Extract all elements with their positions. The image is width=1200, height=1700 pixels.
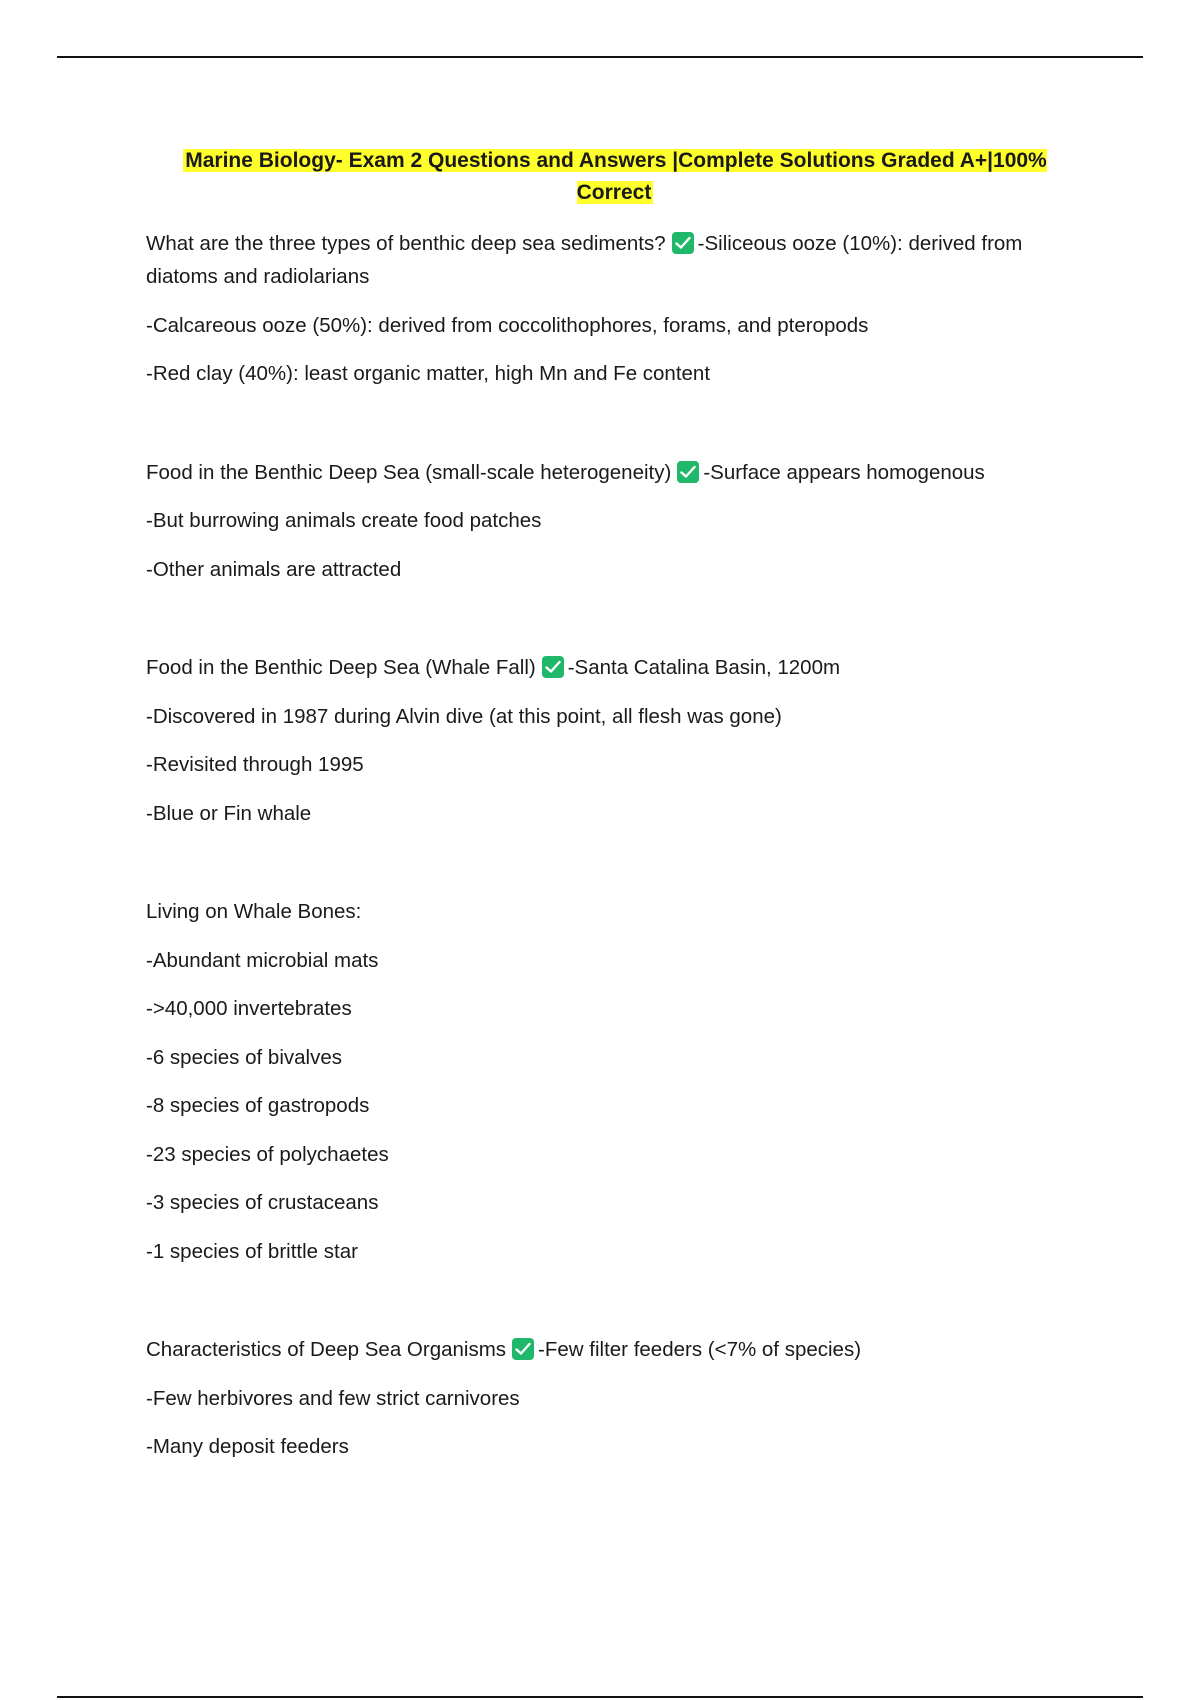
check-mark-icon — [542, 656, 564, 678]
answer-line: -Other animals are attracted — [146, 557, 402, 581]
answer-line: -3 species of crustaceans — [146, 1191, 379, 1214]
document-body — [146, 227, 1066, 1479]
qa-block — [146, 227, 1066, 390]
title-highlight: Marine Biology- Exam 2 Questions and Answers |Complete Solutions Graded A+|100% Correct — [185, 149, 1047, 204]
qa-question-line — [146, 227, 1066, 293]
check-mark-icon — [672, 232, 694, 254]
answer-text: -Santa Catalina Basin, 1200m — [567, 656, 841, 679]
answer-line: -But burrowing animals create food patches — [146, 509, 542, 532]
answer-line: -Red clay (40%): least organic matter, high Mn and Fe content — [146, 362, 711, 385]
answer-text: -Few filter feeders (<7% of species) — [538, 1338, 862, 1361]
answer-line: -6 species of bivalves — [146, 1045, 342, 1069]
answer-line: -Discovered in 1987 during Alvin dive (at this point, all flesh was gone) — [146, 704, 782, 728]
qa-question-line — [146, 1333, 1066, 1366]
answer-text: -Surface appears homogenous — [703, 460, 985, 484]
spacer — [146, 845, 1066, 895]
answer-subheading: Living on Whale Bones: — [146, 900, 362, 923]
answer-line: -Few herbivores and few strict carnivores — [146, 1386, 520, 1410]
answer-line: -Many deposit feeders — [146, 1435, 349, 1458]
qa-block — [146, 1333, 1066, 1463]
question-text: What are the three types of benthic deep sea sediments? — [146, 232, 666, 255]
answer-line: -1 species of brittle star — [146, 1239, 358, 1263]
qa-block — [146, 456, 1066, 586]
answer-line: -Calcareous ooze (50%): derived from coccolithophores, forams, and pteropods — [146, 313, 869, 337]
check-mark-icon — [677, 461, 699, 483]
footer-rule — [57, 1696, 1143, 1698]
answer-line: -Abundant microbial mats — [146, 948, 379, 972]
answer-line: -Revisited through 1995 — [146, 753, 364, 776]
answer-line: -Blue or Fin whale — [146, 801, 312, 825]
qa-question-line — [146, 456, 1066, 489]
answer-text: -Siliceous ooze (10%): derived from diatoms and radiolarians — [146, 232, 1023, 288]
qa-block — [146, 651, 1066, 1268]
spacer — [146, 1283, 1066, 1333]
question-text: Food in the Benthic Deep Sea (small-scale heterogeneity) — [146, 460, 672, 484]
check-mark-icon — [512, 1338, 534, 1360]
spacer — [146, 406, 1066, 456]
answer-line: -8 species of gastropods — [146, 1094, 370, 1117]
document-title — [160, 145, 1070, 209]
spacer — [146, 601, 1066, 651]
qa-question-line — [146, 651, 1066, 684]
question-text: Characteristics of Deep Sea Organisms — [146, 1338, 507, 1361]
question-text: Food in the Benthic Deep Sea (Whale Fall) — [146, 656, 536, 679]
answer-line: -23 species of polychaetes — [146, 1142, 389, 1166]
header-rule — [57, 56, 1143, 58]
answer-line: ->40,000 invertebrates — [146, 997, 352, 1020]
